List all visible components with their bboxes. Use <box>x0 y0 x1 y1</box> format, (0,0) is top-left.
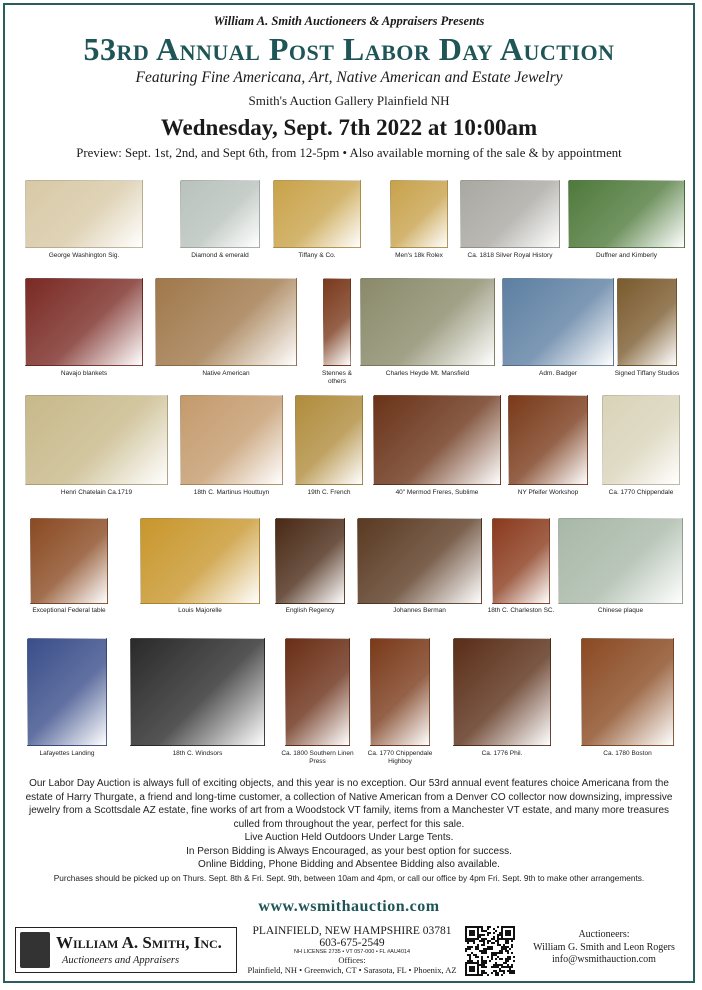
lot-item <box>508 395 588 503</box>
logo-tagline: Auctioneers and Appraisers <box>62 955 180 966</box>
lot-photo <box>360 278 495 366</box>
lot-photo <box>130 638 265 746</box>
lot-caption: 18th C. Charleston SC. <box>487 607 555 614</box>
auctioneers-names: William G. Smith and Leon Rogers <box>533 941 675 953</box>
lot-item <box>140 518 260 621</box>
lot-photo <box>275 518 345 604</box>
preview-times: Preview: Sept. 1st, 2nd, and Sept 6th, from 12-5pm • Also available morning of the sale & by appointment <box>76 146 622 160</box>
phone-number[interactable]: 603-675-2549 <box>319 937 385 949</box>
lot-item <box>295 395 363 503</box>
lot-caption: Lafayettes Landing <box>39 750 95 757</box>
lot-item <box>323 278 351 384</box>
lot-item <box>390 180 448 266</box>
lot-caption: Ca. 1800 Southern Linen Press <box>281 750 354 765</box>
lot-photo <box>25 278 143 366</box>
lot-photo <box>558 518 683 604</box>
lot-item <box>502 278 614 384</box>
auctioneers-block <box>521 929 687 967</box>
lot-caption: Johannes Berman <box>393 607 446 614</box>
lot-caption: Ca. 1770 Chippendale Highboy <box>367 750 433 765</box>
lot-caption: 18th C. Martinus Houttuyn <box>193 489 270 496</box>
lot-photo <box>285 638 350 746</box>
lot-item <box>614 278 680 384</box>
lot-photo <box>373 395 501 485</box>
lot-item <box>281 638 354 765</box>
lot-photo <box>453 638 551 746</box>
lot-photo <box>370 638 430 746</box>
lot-photo <box>30 518 108 604</box>
eagle-emblem-icon <box>20 932 50 968</box>
office-locations: Plainfield, NH • Greenwich, CT • Sarasota, FL • Phoenix, AZ <box>247 965 457 975</box>
address: PLAINFIELD, NEW HAMPSHIRE 03781 <box>252 925 452 937</box>
lot-item <box>360 278 495 384</box>
lot-item <box>453 638 551 764</box>
lot-photo <box>502 278 614 366</box>
lot-caption: Ca. 1818 Silver Royal History <box>467 252 553 259</box>
lot-item <box>25 395 168 503</box>
lot-photo <box>273 180 361 248</box>
lot-photo <box>27 638 107 746</box>
lot-item <box>373 395 501 503</box>
lot-photo <box>357 518 482 604</box>
lot-photo <box>295 395 363 485</box>
lot-photo <box>155 278 297 366</box>
lot-photo <box>617 278 677 366</box>
lot-caption: George Washington Sig. <box>48 252 120 259</box>
lot-item <box>180 180 260 266</box>
lot-item <box>130 638 265 764</box>
lot-caption: Ca. 1770 Chippendale <box>608 489 674 496</box>
lot-caption: 18th C. Windsors <box>172 750 223 757</box>
lot-photo <box>568 180 685 248</box>
lot-caption: Signed Tiffany Studios <box>614 370 680 377</box>
lot-photo <box>180 395 283 485</box>
lot-photo <box>180 180 260 248</box>
description-line: In Person Bidding is Always Encouraged, as your best option for success. <box>186 845 512 857</box>
license-numbers: NH LICENSE 2735 • VT 057-000 • FL #AU4014 <box>293 949 411 955</box>
footer <box>5 923 693 985</box>
auction-title: 53rd Annual Post Labor Day Auction <box>83 31 615 67</box>
lot-item <box>487 518 555 621</box>
auction-date: Wednesday, Sept. 7th 2022 at 10:00am <box>160 115 538 140</box>
poster <box>3 3 695 983</box>
lot-caption: 19th C. French <box>307 489 351 496</box>
lot-item <box>30 518 108 621</box>
pickup-info: Purchases should be picked up on Thurs. Sept. 8th & Fri. Sept. 9th, between 10am and 4pm, or call our office by 4pm Fri. Sept. 9th to make other arrangements. <box>53 872 645 883</box>
lot-caption: 40" Mermod Freres, Sublime <box>395 489 479 496</box>
lot-photo <box>25 395 168 485</box>
lot-photo <box>508 395 588 485</box>
lot-caption: Men's 18k Rolex <box>395 252 443 259</box>
website-link[interactable]: www.wsmithauction.com <box>258 898 440 915</box>
lot-photo <box>602 395 680 485</box>
lot-caption: Chinese plaque <box>597 607 644 614</box>
lot-item <box>357 518 482 621</box>
lot-caption: NY Pfeifer Workshop <box>517 489 579 496</box>
lot-photo <box>140 518 260 604</box>
auction-description <box>25 777 673 885</box>
lot-item <box>273 180 361 266</box>
lot-caption: Ca. 1776 Phil. <box>481 750 523 757</box>
auction-subtitle: Featuring Fine Americana, Art, Native American and Estate Jewelry <box>135 69 563 86</box>
description-line: Online Bidding, Phone Bidding and Absentee Bidding also available. <box>198 859 500 870</box>
lot-caption: Native American <box>202 370 250 377</box>
lot-caption: Adm. Badger <box>539 370 577 377</box>
lot-photo <box>581 638 674 746</box>
company-logo <box>15 927 237 973</box>
lot-caption: Tiffany & Co. <box>298 252 336 259</box>
lot-item <box>568 180 685 266</box>
lot-item <box>27 638 107 764</box>
lot-item <box>275 518 345 621</box>
lot-photo <box>492 518 550 604</box>
lot-item <box>460 180 560 266</box>
lot-item <box>25 180 143 266</box>
lot-caption: Duffner and Kimberly <box>596 252 657 259</box>
presenter-line: William A. Smith Auctioneers & Appraisers Presents <box>213 14 485 28</box>
lot-item <box>558 518 683 621</box>
qr-code-icon[interactable] <box>465 926 515 976</box>
lot-caption: Navajo blankets <box>60 370 108 377</box>
lot-photo <box>390 180 448 248</box>
lot-photo <box>25 180 143 248</box>
description-paragraph: Our Labor Day Auction is always full of exciting objects, and this year is no exception. Our 53rd annual event features choice Americana from the estate of Harry Thurgate, a friend and long-time customer, a collection of Native American from a Denver CO collector now downsizing, impressive jewelry from a Scottsdale AZ estate, fine works of art from a Woodstock VT family, items from a Manchester VT estate, and many more treasures culled from throughout the year, perfect for this sale. <box>25 778 673 830</box>
lot-caption: Henri Chatelain Ca.1719 <box>60 489 133 496</box>
lot-item <box>367 638 433 765</box>
description-line: Live Auction Held Outdoors Under Large Tents. <box>244 832 454 843</box>
email-link[interactable]: info@wsmithauction.com <box>552 954 656 965</box>
lot-photo <box>460 180 560 248</box>
venue: Smith's Auction Gallery Plainfield NH <box>248 93 450 108</box>
logo-name: William A. Smith, Inc. <box>56 933 222 952</box>
lot-photo <box>323 278 351 366</box>
auctioneers-label: Auctioneers: <box>578 929 630 940</box>
lot-caption: Stennes & others <box>322 370 352 385</box>
offices-label: Offices: <box>338 955 366 965</box>
lot-caption: Louis Majorelle <box>178 607 222 614</box>
lot-item <box>602 395 680 503</box>
lot-caption: Charles Heyde Mt. Mansfield <box>385 370 470 377</box>
contact-info <box>237 925 467 975</box>
lot-caption: Ca. 1780 Boston <box>603 750 652 757</box>
lot-item <box>581 638 674 764</box>
lot-item <box>25 278 143 384</box>
lot-caption: English Regency <box>285 607 335 614</box>
lot-item <box>180 395 283 503</box>
lot-caption: Diamond & emerald <box>191 252 249 259</box>
lot-item <box>155 278 297 384</box>
lot-caption: Exceptional Federal table <box>32 607 106 614</box>
